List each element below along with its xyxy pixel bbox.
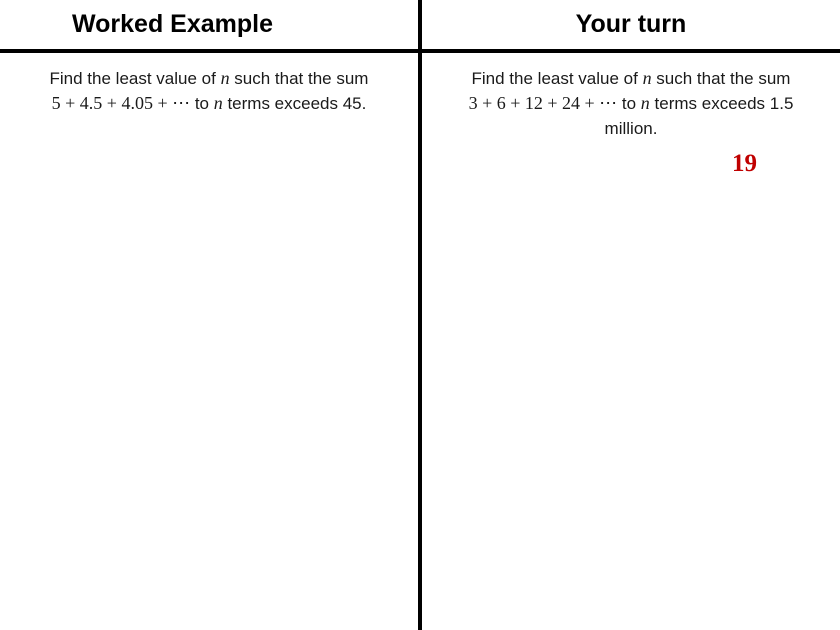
variable-n: n — [642, 68, 652, 88]
question-line-2 — [430, 91, 832, 116]
question-text-suffix: such that the sum — [651, 69, 791, 88]
variable-n: n — [220, 68, 230, 88]
question-line-3: million. — [604, 119, 658, 138]
column-divider — [418, 0, 422, 630]
to-text: to — [190, 94, 214, 113]
series-expression: 3 + 6 + 12 + 24 + ⋯ — [468, 93, 618, 113]
worked-example-heading: Worked Example — [72, 10, 274, 38]
to-text: to — [617, 94, 641, 113]
answer-value: 19 — [732, 150, 757, 177]
question-text-prefix: Find the least value of — [471, 69, 643, 88]
question-line-1 — [430, 66, 832, 91]
terms-text: terms exceeds 45. — [222, 94, 367, 113]
variable-n: n — [213, 93, 223, 113]
terms-text: terms exceeds 1.5 — [649, 94, 794, 113]
question-text-prefix: Find the least value of — [49, 69, 221, 88]
worked-example-question — [8, 66, 410, 116]
your-turn-heading: Your turn — [575, 10, 687, 38]
question-text-suffix: such that the sum — [229, 69, 369, 88]
series-expression: 5 + 4.5 + 4.05 + ⋯ — [51, 93, 191, 113]
worked-example-column — [0, 0, 418, 630]
your-turn-column — [422, 0, 840, 630]
your-turn-question — [430, 66, 832, 141]
question-line-1 — [8, 66, 410, 91]
question-line-2 — [8, 91, 410, 116]
variable-n: n — [640, 93, 650, 113]
